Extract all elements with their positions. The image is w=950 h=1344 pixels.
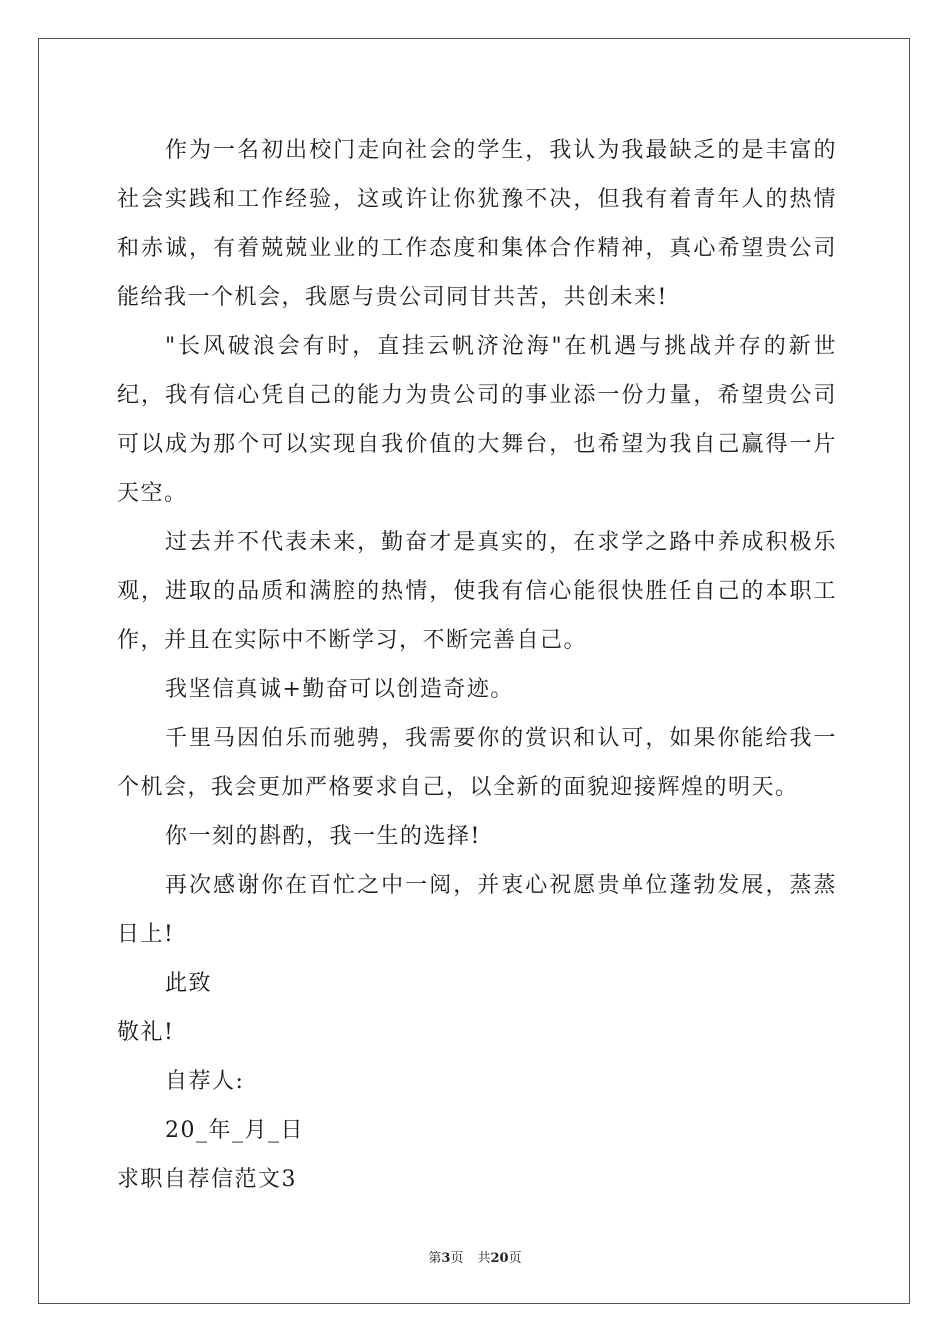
paragraph-3: 过去并不代表未来，勤奋才是真实的，在求学之路中养成积极乐观，进取的品质和满腔的热情，使我有信心能很快胜任自己的本职工作，并且在实际中不断学习，不断完善自己。	[117, 530, 837, 653]
page-suffix: 页	[450, 1251, 464, 1266]
page-number: 3	[441, 1251, 451, 1266]
date-line: 20_年_月_日	[165, 1118, 304, 1143]
paragraph-1: 作为一名初出校门走向社会的学生，我认为我最缺乏的是丰富的社会实践和工作经验，这或许让你犹豫不决，但我有着青年人的热情和赤诚，有着兢兢业业的工作态度和集体合作精神，真心希望贵公司能给我一个机会，我愿与贵公司同甘共苦，共创未来!	[117, 138, 837, 310]
total-prefix: 共	[477, 1251, 491, 1266]
total-suffix: 页	[508, 1251, 522, 1266]
next-section-title: 求职自荐信范文3	[117, 1167, 297, 1192]
paragraph-5: 千里马因伯乐而驰骋，我需要你的赏识和认可，如果你能给我一个机会，我会更加严格要求自己，以全新的面貌迎接辉煌的明天。	[117, 726, 837, 800]
paragraph-2: "长风破浪会有时，直挂云帆济沧海"在机遇与挑战并存的新世纪，我有信心凭自己的能力为贵公司的事业添一份力量，希望贵公司可以成为那个可以实现自我价值的大舞台，也希望为我自己赢得一片天空。	[117, 334, 837, 506]
page-footer	[0, 1247, 950, 1266]
closing-regards: 敬礼!	[117, 1020, 175, 1045]
paragraph-4: 我坚信真诚+勤奋可以创造奇迹。	[165, 677, 514, 702]
paragraph-7: 再次感谢你在百忙之中一阅，并衷心祝愿贵单位蓬勃发展，蒸蒸日上!	[117, 873, 837, 947]
document-body	[117, 126, 837, 1204]
page-total: 20	[490, 1251, 509, 1266]
closing-salutation: 此致	[165, 971, 213, 996]
signature-line: 自荐人:	[165, 1069, 245, 1094]
page-prefix: 第	[428, 1251, 442, 1266]
paragraph-6: 你一刻的斟酌，我一生的选择!	[165, 824, 481, 849]
